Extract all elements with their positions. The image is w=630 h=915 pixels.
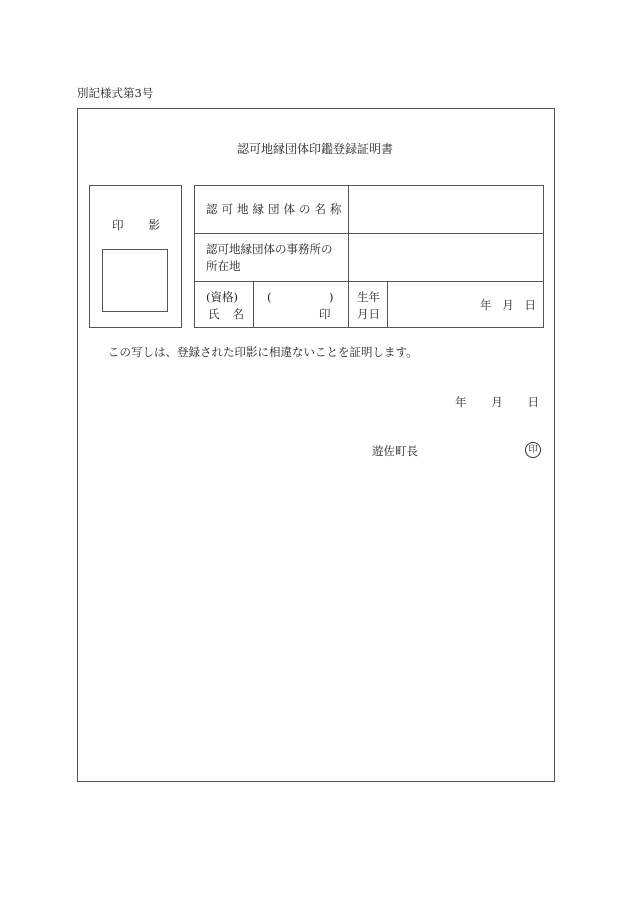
birth-date-value: 年 月 日 (480, 298, 536, 312)
representative-name-label: 氏 名 (208, 307, 244, 321)
qualification-paren-open: ( (267, 290, 272, 304)
birth-date-label-line1: 生年 (357, 290, 380, 304)
table-column-divider (348, 186, 349, 327)
office-location-label-line1: 認可地縁団体の事務所の (206, 242, 333, 256)
qualification-paren-close: ) (329, 290, 334, 304)
birth-date-label-line2: 月日 (357, 307, 380, 321)
table-column-divider (387, 281, 388, 327)
office-location-label-line2: 所在地 (206, 259, 241, 273)
form-number: 別記様式第3号 (77, 86, 154, 100)
group-name-value (355, 192, 535, 226)
official-seal-icon: 印 (525, 442, 541, 458)
representative-seal-mark: 印 (319, 307, 331, 321)
group-name-label: 認可地縁団体の名称 (206, 202, 346, 216)
document-title: 認可地縁団体印鑑登録証明書 (236, 142, 393, 156)
certification-statement: この写しは、登録された印影に相違ないことを証明します。 (108, 345, 418, 359)
issue-date: 年 月 日 (455, 395, 539, 409)
qualification-label: (資格) (206, 290, 238, 304)
seal-impression-label (112, 217, 160, 233)
table-row-divider (195, 281, 543, 282)
seal-impression-area (102, 249, 168, 312)
registration-table (194, 185, 544, 328)
table-column-divider (253, 281, 254, 327)
seal-label-right: 影 (148, 218, 160, 232)
table-row-divider (195, 233, 543, 234)
office-location-value (355, 240, 535, 274)
mayor-title: 遊佐町長 (372, 444, 418, 458)
seal-label-left: 印 (112, 218, 124, 232)
